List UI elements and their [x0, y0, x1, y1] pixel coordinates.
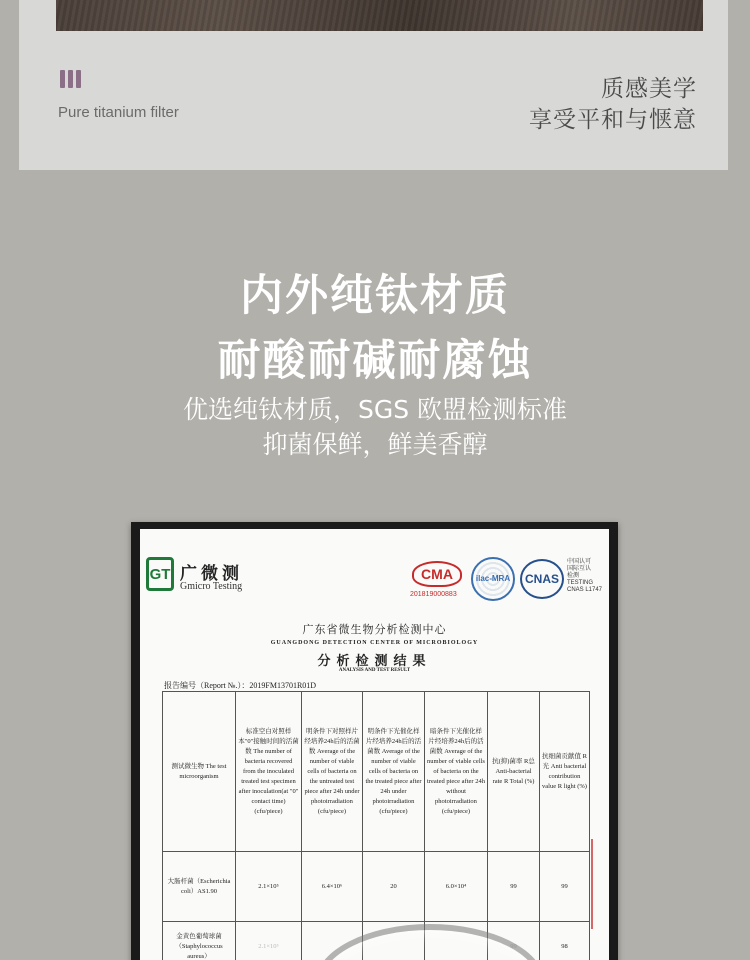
table-cell: 6.0×10⁴ — [425, 852, 488, 922]
cnas-text — [567, 559, 602, 594]
result-title-en: ANALYSIS AND TEST RESULT — [338, 668, 411, 673]
cnas-mark-icon: CNAS — [520, 559, 564, 599]
description-line-2: 抑菌保鲜，鲜美香醇 — [262, 430, 488, 459]
table-header-cell: 测试微生物 The test microorganism — [163, 692, 236, 852]
gmicro-logo-icon: GT — [146, 557, 174, 591]
results-table — [162, 691, 590, 960]
cnas-text-line: 检测 — [567, 573, 580, 579]
description-line-1: 优选纯钛材质，SGS 欧盟检测标准 — [182, 395, 568, 424]
center-name-en: GUANGDONG DETECTION CENTER OF MICROBIOLOGY — [270, 640, 479, 646]
table-cell: 99 — [540, 852, 590, 922]
result-title-cn: 分析检测结果 — [317, 653, 432, 668]
product-card — [19, 0, 728, 170]
table-cell: 金黄色葡萄球菌（Staphylococcus aureus） — [163, 922, 236, 960]
certificate-document — [140, 529, 609, 960]
heading-line-1: 内外纯钛材质 — [240, 271, 510, 321]
brand-name-cn: 广微测 — [180, 564, 243, 583]
cnas-text-line: 国际互认 — [567, 566, 592, 572]
table-cell: 2.1×10⁵ — [236, 922, 302, 960]
table-cell: 6.4×10⁶ — [302, 852, 363, 922]
table-header-cell: 抗细菌贡献值 R光 Anti bacterial contribution value R light (%) — [540, 692, 590, 852]
table-header-cell: 明条件下对照样片经培养24h后的活菌数 Average of the number of viable cells of bacteria on the untreated test piece after 24h under photoirradiation (cfu/piece) — [302, 692, 363, 852]
table-cell: 99 — [488, 852, 540, 922]
cnas-text-line: 中国认可 — [567, 559, 592, 565]
cma-mark-icon: CMA — [412, 561, 462, 587]
heading-line-2: 耐酸耐碱耐腐蚀 — [217, 336, 533, 386]
cnas-text-line: CNAS L1747 — [567, 587, 603, 593]
product-subtitle: Pure titanium filter — [58, 104, 179, 121]
table-cell: 2.1×10⁵ — [236, 852, 302, 922]
slogan-line-2: 享受平和与惬意 — [529, 107, 697, 133]
table-cell: 98 — [540, 922, 590, 960]
table-header-cell: 明条件下光催化样片经培养24h后的活菌数 Average of the number of viable cells of bacteria on the treated piece after 24h under photoirradiation (cfu/piece) — [363, 692, 425, 852]
cma-number: 201819000883 — [410, 591, 457, 598]
report-number: 报告编号（Report №.）：2019FM13701R01D — [164, 681, 317, 690]
table-header-cell: 标准空白对照样本"0"接触时间的活菌数 The number of bacteria recovered from the inoculated treated test specimen after inoculation(at "0" contact time) (cfu/piece) — [236, 692, 302, 852]
table-cell: 99 — [488, 922, 540, 960]
slogan — [529, 74, 697, 136]
slogan-line-1: 质感美学 — [601, 76, 697, 102]
center-name-cn: 广东省微生物分析检测中心 — [302, 624, 447, 636]
table-header-cell: 暗条件下光催化样片经培养24h后的活菌数 Average of the number of viable cells of bacteria on the treated piece after 24h without photoirradiation (cfu/piece) — [425, 692, 488, 852]
triple-bar-icon — [60, 70, 81, 88]
leather-texture-image — [56, 0, 703, 31]
table-row — [163, 852, 590, 922]
table-header-cell: 抗(抑)菌率 R总 Anti-bacterial rate R Total (%) — [488, 692, 540, 852]
table-cell: 20 — [363, 852, 425, 922]
table-cell: 大肠杆菌（Escherichia coli）AS1.90 — [163, 852, 236, 922]
brand-name-en: Gmicro Testing — [180, 581, 243, 592]
ilac-mra-icon: ilac-MRA — [471, 557, 515, 601]
red-stamp-fragment — [591, 839, 607, 929]
cnas-text-line: TESTING — [567, 580, 594, 586]
description — [0, 392, 750, 462]
certificate-frame — [131, 522, 618, 960]
table-header-row — [163, 692, 590, 852]
